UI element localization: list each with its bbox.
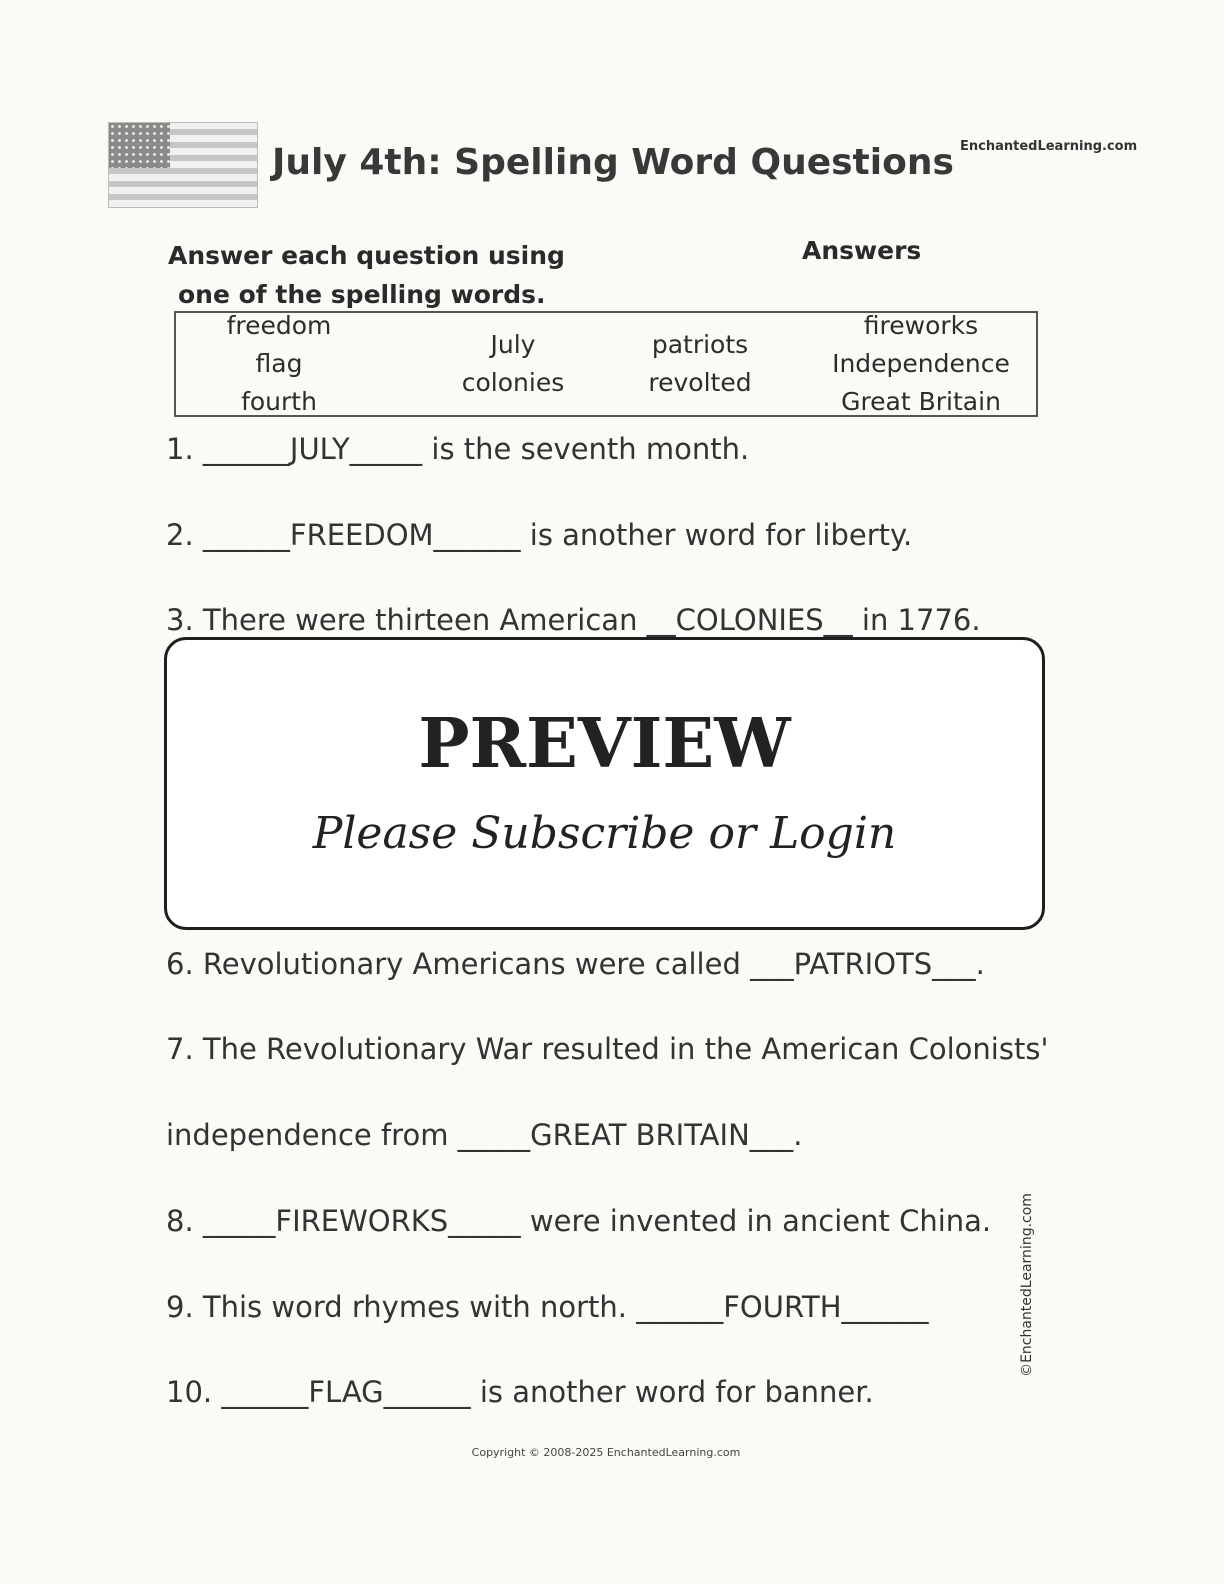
spelling-word: Independence <box>832 349 1010 378</box>
word-bank-column <box>194 313 364 415</box>
word-bank-column <box>816 313 1026 415</box>
side-copyright: ©EnchantedLearning.com <box>1019 1193 1035 1377</box>
subscribe-login-link[interactable]: Please Subscribe or Login <box>312 808 897 859</box>
spelling-word: freedom <box>226 311 332 340</box>
spelling-word: revolted <box>648 368 752 397</box>
question-10: 10. ______FLAG______ is another word for banner. <box>166 1375 874 1409</box>
footer-copyright: Copyright © 2008-2025 EnchantedLearning.com <box>471 1446 741 1459</box>
word-bank-column <box>433 313 593 415</box>
us-flag-icon <box>108 122 258 208</box>
spelling-word: colonies <box>461 368 565 397</box>
spelling-word: July <box>490 330 536 359</box>
question-9: 9. This word rhymes with north. ______FOURTH______ <box>166 1290 929 1324</box>
word-bank-column <box>625 313 775 415</box>
question-1: 1. ______JULY_____ is the seventh month. <box>166 432 750 466</box>
preview-title: PREVIEW <box>418 704 791 784</box>
question-6: 6. Revolutionary Americans were called ___PATRIOTS___. <box>166 947 985 981</box>
word-bank <box>174 311 1038 417</box>
instructions <box>168 236 565 314</box>
spelling-word: fourth <box>241 387 317 416</box>
question-7: 7. The Revolutionary War resulted in the American Colonists' <box>166 1032 1049 1066</box>
question-7-continued: independence from _____GREAT BRITAIN___. <box>166 1118 803 1152</box>
question-8: 8. _____FIREWORKS_____ were invented in ancient China. <box>166 1204 992 1238</box>
page-title: July 4th: Spelling Word Questions <box>272 142 954 183</box>
spelling-word: flag <box>255 349 303 378</box>
question-2: 2. ______FREEDOM______ is another word for liberty. <box>166 518 913 552</box>
question-3: 3. There were thirteen American __COLONIES__ in 1776. <box>166 603 981 637</box>
preview-overlay[interactable] <box>164 637 1045 930</box>
instructions-line-1: Answer each question using <box>168 241 565 270</box>
answers-heading: Answers <box>802 236 922 265</box>
spelling-word: Great Britain <box>841 387 1001 416</box>
instructions-line-2: one of the spelling words. <box>178 280 546 309</box>
spelling-word: fireworks <box>863 311 979 340</box>
site-brand[interactable]: EnchantedLearning.com <box>960 139 1138 154</box>
spelling-word: patriots <box>651 330 749 359</box>
